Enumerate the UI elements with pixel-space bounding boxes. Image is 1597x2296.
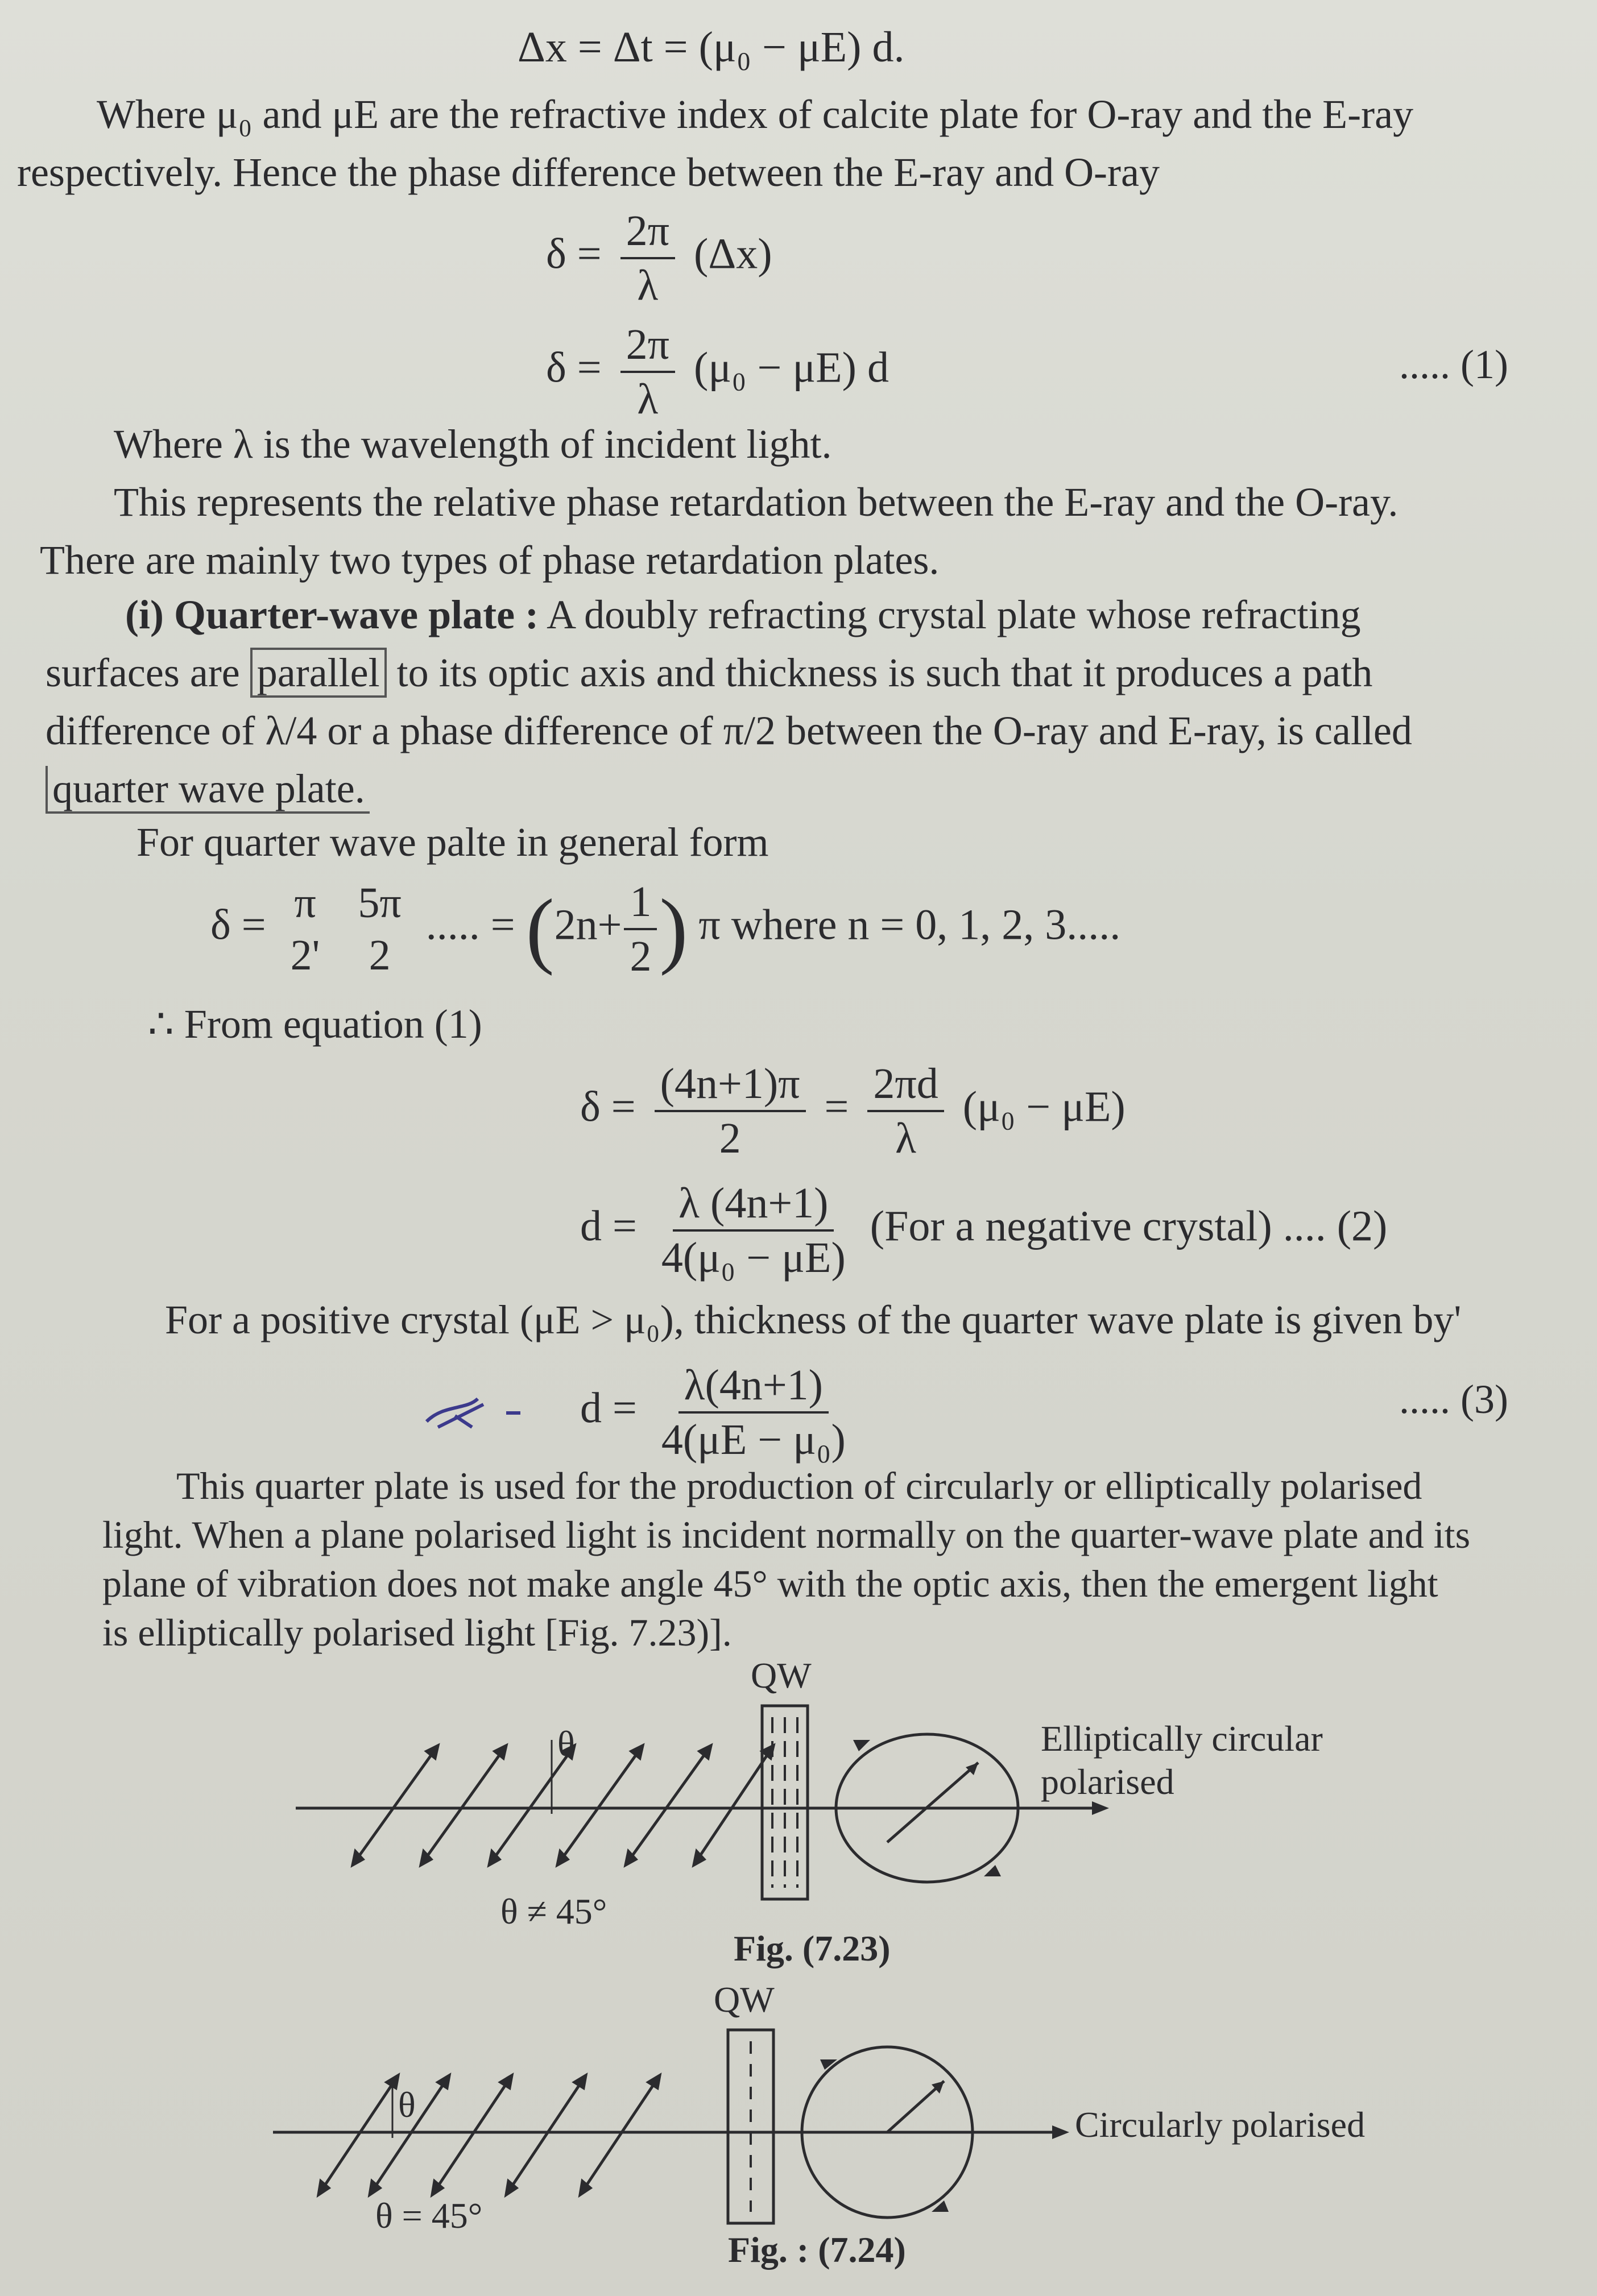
- eq-tail: (μ₀ − μE): [962, 1083, 1126, 1131]
- fraction: [656, 1359, 851, 1466]
- fraction-numerator: 2π: [620, 318, 675, 373]
- paragraph-quarter-wave-plate: [45, 586, 1581, 818]
- output-polarisation-label: [1041, 1717, 1323, 1804]
- angle-condition-label: θ = 45°: [375, 2195, 483, 2236]
- text-line: Where μ₀ and μE are the refractive index of calcite plate for O-ray and the E-ray: [97, 92, 1414, 137]
- fraction-numerator: 1: [624, 876, 657, 930]
- text-line: [45, 760, 1581, 818]
- fraction-denominator: λ: [895, 1114, 917, 1162]
- fraction-denominator: 2: [719, 1114, 741, 1162]
- eq-lhs: δ =: [210, 901, 266, 949]
- fraction: [655, 1058, 806, 1164]
- fraction-numerator: 2π: [620, 205, 675, 259]
- fraction: [620, 318, 675, 425]
- fraction-numerator: λ(4n+1): [678, 1359, 829, 1414]
- angle-condition-label: θ ≠ 45°: [500, 1891, 607, 1932]
- fraction-denominator: 4(μ₀ − μE): [661, 1234, 846, 1282]
- fraction: [656, 1177, 851, 1284]
- qw-label: QW: [751, 1655, 812, 1696]
- from-equation-line: ∴ From equation (1): [148, 1001, 482, 1047]
- eq-lhs: δ =: [580, 1083, 636, 1131]
- fraction-denominator: 4(μE − μ₀): [661, 1416, 846, 1464]
- text-line: [45, 644, 1581, 702]
- eq-lhs: δ =: [546, 230, 602, 278]
- fraction-numerator: π: [294, 879, 316, 927]
- text-span: to its optic axis and thickness is such that it produces a path: [396, 650, 1373, 695]
- fraction: [620, 205, 675, 312]
- figure-caption: Fig. : (7.24): [728, 2229, 906, 2270]
- eq-delta-4n: [580, 1058, 1126, 1164]
- fraction-numerator: (4n+1)π: [655, 1058, 806, 1112]
- eq-general-phase: [210, 876, 1120, 983]
- paren-close: ): [659, 882, 688, 976]
- paragraph-usage: [102, 1461, 1592, 1657]
- equation-number-3: ..... (3): [1399, 1377, 1508, 1422]
- section-heading: (i) Quarter-wave plate :: [125, 592, 539, 637]
- fraction: [285, 877, 326, 981]
- text-line: difference of λ/4 or a phase difference of π/2 between the O-ray and E-ray, is called: [45, 708, 1412, 753]
- figure-caption: Fig. (7.23): [734, 1928, 891, 1968]
- fraction-denominator: 2: [369, 931, 391, 979]
- pen-scribble-mark: [421, 1387, 535, 1439]
- eq-tail: (For a negative crystal) .... (2): [870, 1202, 1388, 1250]
- text-line: is elliptically polarised light [Fig. 7.23)].: [102, 1611, 732, 1654]
- output-polarisation-label: Circularly polarised: [1075, 2104, 1366, 2145]
- general-form-line: For quarter wave palte in general form: [136, 819, 769, 865]
- text-line: This quarter plate is used for the production of circularly or elliptically polarised: [176, 1464, 1422, 1507]
- equation-number-1: ..... (1): [1399, 342, 1508, 387]
- fraction-numerator: 2πd: [867, 1058, 944, 1112]
- eq-rhs: (Δx): [694, 230, 772, 278]
- label-line: Elliptically circular: [1041, 1718, 1323, 1759]
- text-line: This represents the relative phase retardation between the E-ray and the O-ray.: [114, 479, 1399, 525]
- marked-word: parallel: [250, 648, 387, 698]
- eq-phase-thickness: [546, 318, 889, 425]
- eq-lhs: d =: [580, 1202, 637, 1250]
- theta-label: θ: [398, 2084, 416, 2125]
- text-line: [45, 586, 1581, 644]
- label-line: polarised: [1041, 1762, 1174, 1802]
- eq-rhs: (μ₀ − μE) d: [694, 343, 889, 392]
- paragraph-refractive-index: [17, 85, 1575, 201]
- qw-label: QW: [714, 1979, 775, 2020]
- eq-phase-delta-x: [546, 205, 772, 312]
- fraction-denominator: 2': [290, 931, 320, 979]
- paren-open: (: [526, 882, 555, 976]
- text-span: surfaces are: [45, 650, 240, 695]
- eq-thickness-positive: [580, 1359, 859, 1466]
- eq-dots: ..... =: [425, 901, 515, 949]
- eq-delta-x: Δx = Δt = (μ₀ − μE) d.: [518, 23, 905, 71]
- figure-7-23: [284, 1655, 1393, 1979]
- text-line: Where λ is the wavelength of incident light.: [114, 421, 832, 467]
- fraction-denominator: λ: [637, 262, 659, 309]
- eq-tail: π where n = 0, 1, 2, 3.....: [698, 901, 1121, 949]
- fraction-numerator: 5π: [358, 879, 402, 927]
- theta-label: θ: [557, 1723, 575, 1764]
- text-span: A doubly refracting crystal plate whose refracting: [547, 592, 1361, 637]
- fraction: [867, 1058, 944, 1164]
- text-line: There are mainly two types of phase retardation plates.: [40, 537, 940, 583]
- positive-crystal-line: For a positive crystal (μE > μ₀), thickness of the quarter wave plate is given by': [165, 1297, 1462, 1342]
- text-line: light. When a plane polarised light is incident normally on the quarter-wave plate and its: [102, 1513, 1471, 1556]
- text-line: respectively. Hence the phase difference between the E-ray and O-ray: [17, 150, 1160, 195]
- fraction-numerator: λ (4n+1): [673, 1177, 834, 1232]
- paragraph-wavelength: [40, 415, 1575, 589]
- eq-equals: =: [824, 1083, 849, 1131]
- eq-lhs: δ =: [546, 343, 602, 392]
- fraction-denominator: λ: [637, 375, 659, 423]
- fraction: [624, 876, 657, 983]
- eq-term: 2n+: [554, 901, 622, 949]
- marked-word: quarter wave plate.: [45, 766, 370, 814]
- eq-thickness-negative: [580, 1177, 1387, 1284]
- fraction-denominator: 2: [630, 933, 652, 980]
- fraction: [352, 877, 407, 981]
- text-line: plane of vibration does not make angle 45° with the optic axis, then the emergent light: [102, 1562, 1438, 1605]
- eq-lhs: d =: [580, 1384, 637, 1432]
- figure-7-24: [262, 1979, 1399, 2286]
